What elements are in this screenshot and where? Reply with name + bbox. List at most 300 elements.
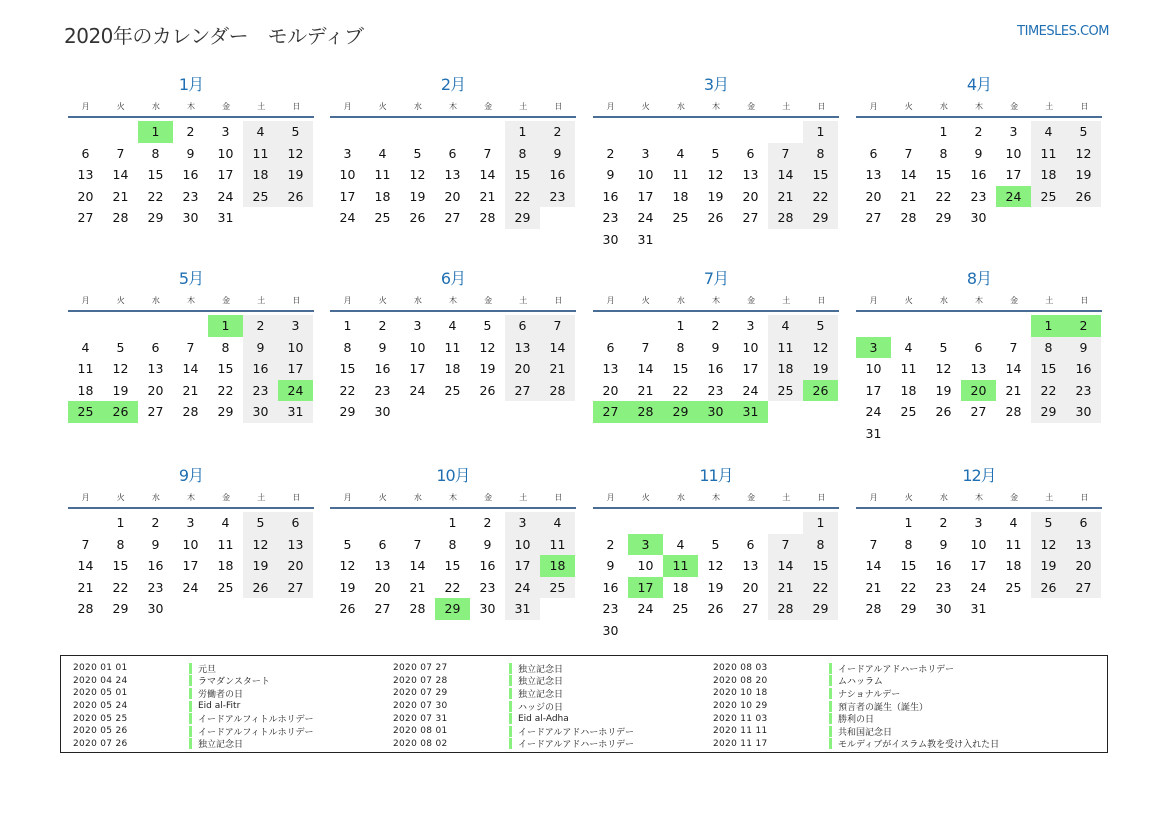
- day-grid: [68, 315, 314, 423]
- day-cell: 19: [707, 188, 724, 204]
- day-cell: 1: [116, 515, 125, 530]
- day-cell: 27: [147, 404, 164, 419]
- day-cell: 28: [112, 210, 129, 225]
- day-cell: 8: [803, 534, 838, 556]
- month-name: 7月: [703, 269, 729, 288]
- day-cell: 4: [243, 121, 278, 143]
- day-grid: [330, 315, 576, 423]
- weekday-label: 木: [711, 492, 720, 502]
- holiday-marker: [189, 701, 192, 712]
- weekday-label: 火: [116, 492, 125, 502]
- weekday-label: 日: [817, 295, 826, 305]
- weekday-label: 土: [782, 295, 791, 305]
- day-cell: 17: [217, 167, 234, 182]
- holiday-row: [393, 712, 634, 725]
- day-cell: 29: [147, 210, 164, 225]
- holiday-row: [73, 687, 313, 700]
- holiday-day-cell: 24: [278, 380, 313, 402]
- day-cell: 1: [448, 515, 457, 530]
- page-title: 2020年のカレンダー モルディブ: [64, 24, 364, 48]
- day-cell: 6: [151, 339, 160, 355]
- holiday-row: [713, 662, 999, 675]
- day-cell: 7: [81, 536, 90, 552]
- month-2: [330, 74, 576, 229]
- day-cell: 19: [278, 164, 313, 186]
- day-cell: 27: [278, 577, 313, 599]
- holiday-row: [73, 675, 313, 688]
- holiday-day-cell: 29: [663, 401, 698, 423]
- holiday-row: [713, 687, 999, 700]
- day-cell: 18: [1031, 164, 1066, 186]
- holiday-day-cell: 30: [698, 401, 733, 423]
- month-6: [330, 268, 576, 423]
- day-cell: 26: [479, 382, 496, 398]
- holiday-marker: [829, 701, 832, 712]
- weekday-label: 日: [1080, 295, 1089, 305]
- day-cell: 23: [970, 188, 987, 204]
- weekday-label: 月: [869, 492, 878, 502]
- weekday-label: 土: [1045, 101, 1054, 111]
- day-cell: 30: [602, 622, 619, 638]
- day-cell: 12: [935, 361, 952, 376]
- day-cell: 6: [378, 536, 387, 552]
- holiday-day-cell: 28: [628, 401, 663, 423]
- day-cell: 1: [803, 121, 838, 143]
- day-cell: 30: [1066, 401, 1101, 423]
- day-cell: 5: [343, 536, 352, 552]
- weekday-label: 日: [554, 101, 563, 111]
- day-cell: 17: [182, 558, 199, 573]
- weekday-label: 水: [413, 295, 422, 305]
- holiday-day-cell: 17: [628, 577, 663, 599]
- day-cell: 3: [186, 515, 195, 530]
- day-cell: 12: [707, 167, 724, 182]
- day-cell: 14: [77, 558, 94, 573]
- weekday-label: 水: [939, 295, 948, 305]
- empty-cell: [173, 315, 208, 337]
- holiday-date: 2020 07 26: [73, 738, 128, 749]
- weekday-label: 水: [676, 492, 685, 502]
- day-cell: 25: [768, 380, 803, 402]
- day-cell: 1: [343, 318, 352, 333]
- holiday-day-cell: 25: [68, 401, 103, 423]
- weekday-label: 金: [1010, 101, 1019, 111]
- day-cell: 11: [672, 167, 689, 182]
- holiday-marker: [829, 738, 832, 749]
- weekday-label: 木: [711, 101, 720, 111]
- day-cell: 2: [974, 124, 983, 139]
- day-cell: 25: [1005, 579, 1022, 595]
- holiday-row: [73, 700, 313, 713]
- holiday-name: 預言者の誕生（誕生）: [838, 702, 929, 713]
- day-cell: 29: [112, 601, 129, 616]
- day-cell: 3: [413, 318, 422, 333]
- day-cell: 15: [803, 555, 838, 577]
- day-cell: 18: [217, 558, 234, 573]
- day-cell: 24: [217, 188, 234, 204]
- empty-cell: [663, 121, 698, 143]
- month-4: [856, 74, 1102, 229]
- day-cell: 10: [217, 145, 234, 161]
- day-cell: 23: [707, 382, 724, 398]
- empty-cell: [400, 121, 435, 143]
- empty-cell: [733, 512, 768, 534]
- day-cell: 19: [935, 382, 952, 398]
- weekday-label: 日: [292, 492, 301, 502]
- day-cell: 15: [803, 164, 838, 186]
- weekday-label: 日: [292, 101, 301, 111]
- weekday-label: 月: [869, 295, 878, 305]
- holiday-name: 独立記念日: [518, 677, 564, 688]
- day-cell: 12: [409, 167, 426, 182]
- holiday-date: 2020 07 28: [393, 675, 448, 686]
- day-cell: 21: [182, 382, 199, 398]
- holiday-name: Eid al-Fitr: [198, 701, 241, 712]
- day-cell: 30: [147, 601, 164, 616]
- day-cell: 27: [742, 601, 759, 616]
- weekday-label: 月: [81, 295, 90, 305]
- day-cell: 26: [409, 210, 426, 225]
- month-name: 10月: [436, 466, 470, 485]
- empty-cell: [996, 315, 1031, 337]
- day-cell: 17: [970, 558, 987, 573]
- month-1: [68, 74, 314, 229]
- day-cell: 9: [606, 167, 615, 182]
- holiday-marker: [189, 738, 192, 749]
- empty-cell: [926, 315, 961, 337]
- day-cell: 30: [182, 210, 199, 225]
- day-cell: 2: [540, 121, 575, 143]
- day-cell: 21: [768, 186, 803, 208]
- day-cell: 27: [970, 404, 987, 419]
- holiday-day-cell: 29: [435, 598, 470, 620]
- weekday-label: 月: [869, 101, 878, 111]
- day-cell: 14: [112, 167, 129, 182]
- weekday-label: 土: [257, 295, 266, 305]
- day-cell: 20: [742, 579, 759, 595]
- day-cell: 15: [339, 361, 356, 376]
- day-cell: 21: [865, 579, 882, 595]
- day-cell: 3: [278, 315, 313, 337]
- day-cell: 29: [505, 207, 540, 229]
- day-cell: 11: [243, 143, 278, 165]
- day-cell: 24: [182, 579, 199, 595]
- day-cell: 8: [116, 536, 125, 552]
- weekday-label: 土: [782, 492, 791, 502]
- day-cell: 9: [606, 558, 615, 573]
- empty-cell: [593, 315, 628, 337]
- day-cell: 21: [637, 382, 654, 398]
- day-cell: 11: [374, 167, 391, 182]
- month-name: 5月: [178, 269, 204, 288]
- day-cell: 1: [505, 121, 540, 143]
- day-cell: 24: [637, 601, 654, 616]
- weekday-header: [856, 96, 1102, 118]
- day-cell: 10: [637, 167, 654, 182]
- day-cell: 13: [742, 167, 759, 182]
- day-cell: 17: [742, 361, 759, 376]
- empty-cell: [856, 512, 891, 534]
- day-cell: 12: [1066, 143, 1101, 165]
- day-cell: 25: [217, 579, 234, 595]
- empty-cell: [663, 512, 698, 534]
- day-cell: 4: [81, 339, 90, 355]
- weekday-label: 金: [484, 101, 493, 111]
- day-cell: 16: [374, 361, 391, 376]
- day-cell: 7: [641, 339, 650, 355]
- day-cell: 15: [217, 361, 234, 376]
- weekday-label: 金: [747, 295, 756, 305]
- empty-cell: [768, 512, 803, 534]
- day-cell: 29: [217, 404, 234, 419]
- holiday-date: 2020 10 18: [713, 688, 768, 699]
- holiday-date: 2020 05 26: [73, 726, 128, 737]
- day-cell: 24: [505, 577, 540, 599]
- holiday-name: 独立記念日: [518, 689, 564, 700]
- day-cell: 19: [339, 579, 356, 595]
- holiday-marker: [189, 675, 192, 686]
- day-cell: 23: [374, 382, 391, 398]
- day-cell: 21: [479, 188, 496, 204]
- day-cell: 1: [904, 515, 913, 530]
- empty-cell: [330, 121, 365, 143]
- day-grid: [593, 512, 839, 641]
- weekday-label: 火: [904, 295, 913, 305]
- empty-cell: [103, 315, 138, 337]
- day-cell: 8: [221, 339, 230, 355]
- weekday-label: 土: [1045, 295, 1054, 305]
- holiday-name: ナショナルデー: [838, 689, 901, 700]
- weekday-label: 月: [343, 295, 352, 305]
- day-cell: 3: [343, 145, 352, 161]
- day-cell: 13: [278, 534, 313, 556]
- day-cell: 9: [243, 337, 278, 359]
- month-11: [593, 465, 839, 641]
- day-cell: 6: [606, 339, 615, 355]
- empty-cell: [856, 315, 891, 337]
- day-cell: 9: [939, 536, 948, 552]
- day-cell: 30: [374, 404, 391, 419]
- day-cell: 5: [1066, 121, 1101, 143]
- day-cell: 4: [768, 315, 803, 337]
- weekday-header: [330, 487, 576, 509]
- day-cell: 4: [448, 318, 457, 333]
- day-cell: 7: [186, 339, 195, 355]
- day-cell: 11: [540, 534, 575, 556]
- day-cell: 19: [409, 188, 426, 204]
- day-cell: 22: [147, 188, 164, 204]
- day-cell: 29: [935, 210, 952, 225]
- weekday-label: 水: [151, 101, 160, 111]
- day-cell: 8: [1031, 337, 1066, 359]
- weekday-header: [330, 290, 576, 312]
- weekday-label: 金: [1010, 295, 1019, 305]
- day-cell: 13: [374, 558, 391, 573]
- weekday-header: [68, 487, 314, 509]
- day-cell: 1: [676, 318, 685, 333]
- day-cell: 9: [151, 536, 160, 552]
- day-cell: 2: [606, 536, 615, 552]
- day-cell: 30: [970, 210, 987, 225]
- month-10: [330, 465, 576, 620]
- day-cell: 8: [904, 536, 913, 552]
- holiday-day-cell: 31: [733, 401, 768, 423]
- day-grid: [593, 121, 839, 250]
- holiday-row: [73, 662, 313, 675]
- weekday-label: 木: [186, 492, 195, 502]
- weekday-header: [593, 290, 839, 312]
- holiday-name: Eid al-Adha: [518, 713, 569, 724]
- day-cell: 1: [939, 124, 948, 139]
- day-cell: 17: [505, 555, 540, 577]
- holiday-row: [393, 662, 634, 675]
- empty-cell: [330, 512, 365, 534]
- day-cell: 17: [409, 361, 426, 376]
- day-cell: 16: [707, 361, 724, 376]
- day-cell: 9: [974, 145, 983, 161]
- empty-cell: [733, 121, 768, 143]
- holiday-name: 独立記念日: [198, 740, 244, 751]
- day-cell: 30: [479, 601, 496, 616]
- holiday-marker: [509, 738, 512, 749]
- day-cell: 14: [182, 361, 199, 376]
- weekday-label: 水: [413, 101, 422, 111]
- weekday-header: [856, 290, 1102, 312]
- day-cell: 7: [904, 145, 913, 161]
- day-cell: 28: [865, 601, 882, 616]
- day-cell: 3: [1009, 124, 1018, 139]
- day-cell: 22: [505, 186, 540, 208]
- holiday-day-cell: 26: [803, 380, 838, 402]
- holiday-marker: [829, 726, 832, 737]
- day-grid: [856, 315, 1102, 444]
- day-cell: 9: [711, 339, 720, 355]
- weekday-label: 火: [904, 101, 913, 111]
- holiday-name: イードアルアドハーホリデー: [518, 740, 635, 751]
- holiday-row: [393, 738, 634, 751]
- day-cell: 18: [77, 382, 94, 398]
- holiday-day-cell: 1: [1031, 315, 1066, 337]
- day-cell: 20: [865, 188, 882, 204]
- holiday-marker: [189, 726, 192, 737]
- day-cell: 27: [77, 210, 94, 225]
- holiday-marker: [189, 688, 192, 699]
- weekday-label: 水: [151, 295, 160, 305]
- holiday-date: 2020 05 24: [73, 701, 128, 712]
- holiday-name: イードアルアドハーホリデー: [838, 664, 955, 675]
- day-cell: 22: [803, 186, 838, 208]
- holiday-row: [713, 700, 999, 713]
- day-cell: 18: [900, 382, 917, 398]
- holiday-day-cell: 18: [540, 555, 575, 577]
- holiday-day-cell: 11: [663, 555, 698, 577]
- day-cell: 20: [147, 382, 164, 398]
- day-cell: 20: [602, 382, 619, 398]
- day-cell: 11: [768, 337, 803, 359]
- holiday-name: 独立記念日: [518, 664, 564, 675]
- weekday-label: 木: [974, 492, 983, 502]
- holiday-row: [73, 725, 313, 738]
- weekday-label: 日: [292, 295, 301, 305]
- day-cell: 6: [974, 339, 983, 355]
- day-cell: 16: [602, 188, 619, 204]
- day-cell: 15: [505, 164, 540, 186]
- weekday-label: 火: [378, 101, 387, 111]
- day-cell: 9: [186, 145, 195, 161]
- day-cell: 2: [606, 145, 615, 161]
- day-cell: 6: [81, 145, 90, 161]
- holiday-marker: [509, 675, 512, 686]
- month-name: 11月: [699, 466, 733, 485]
- day-cell: 10: [505, 534, 540, 556]
- day-cell: 28: [77, 601, 94, 616]
- day-cell: 22: [935, 188, 952, 204]
- day-cell: 27: [742, 210, 759, 225]
- day-cell: 6: [278, 512, 313, 534]
- day-cell: 16: [1066, 358, 1101, 380]
- holiday-date: 2020 08 03: [713, 663, 768, 674]
- day-cell: 4: [540, 512, 575, 534]
- holiday-date: 2020 08 02: [393, 738, 448, 749]
- holiday-name: ハッジの日: [518, 702, 564, 713]
- day-cell: 31: [970, 601, 987, 616]
- day-cell: 31: [637, 231, 654, 247]
- day-cell: 16: [147, 558, 164, 573]
- day-cell: 16: [182, 167, 199, 182]
- day-cell: 31: [217, 210, 234, 225]
- day-cell: 9: [378, 339, 387, 355]
- day-cell: 12: [112, 361, 129, 376]
- holiday-row: [713, 738, 999, 751]
- weekday-label: 月: [606, 101, 615, 111]
- holiday-row: [73, 738, 313, 751]
- weekday-label: 木: [186, 295, 195, 305]
- month-3: [593, 74, 839, 250]
- day-cell: 6: [869, 145, 878, 161]
- day-cell: 1: [803, 512, 838, 534]
- day-cell: 12: [803, 337, 838, 359]
- day-cell: 20: [505, 358, 540, 380]
- empty-cell: [628, 512, 663, 534]
- day-cell: 26: [707, 601, 724, 616]
- empty-cell: [593, 512, 628, 534]
- day-cell: 5: [939, 339, 948, 355]
- day-cell: 7: [1009, 339, 1018, 355]
- holiday-column: [393, 662, 634, 750]
- site-link[interactable]: TIMESLES.COM: [1017, 24, 1109, 39]
- weekday-label: 水: [939, 492, 948, 502]
- empty-cell: [593, 121, 628, 143]
- holiday-marker: [829, 675, 832, 686]
- day-cell: 24: [970, 579, 987, 595]
- day-cell: 26: [278, 186, 313, 208]
- day-cell: 12: [339, 558, 356, 573]
- day-cell: 5: [413, 145, 422, 161]
- weekday-label: 木: [448, 492, 457, 502]
- month-name: 2月: [440, 75, 466, 94]
- day-cell: 15: [935, 167, 952, 182]
- day-cell: 18: [1005, 558, 1022, 573]
- day-cell: 25: [672, 601, 689, 616]
- day-cell: 19: [243, 555, 278, 577]
- empty-cell: [628, 121, 663, 143]
- day-cell: 3: [974, 515, 983, 530]
- weekday-label: 金: [222, 492, 231, 502]
- day-grid: [856, 121, 1102, 229]
- day-cell: 21: [77, 579, 94, 595]
- holiday-day-cell: 20: [961, 380, 996, 402]
- holiday-row: [713, 725, 999, 738]
